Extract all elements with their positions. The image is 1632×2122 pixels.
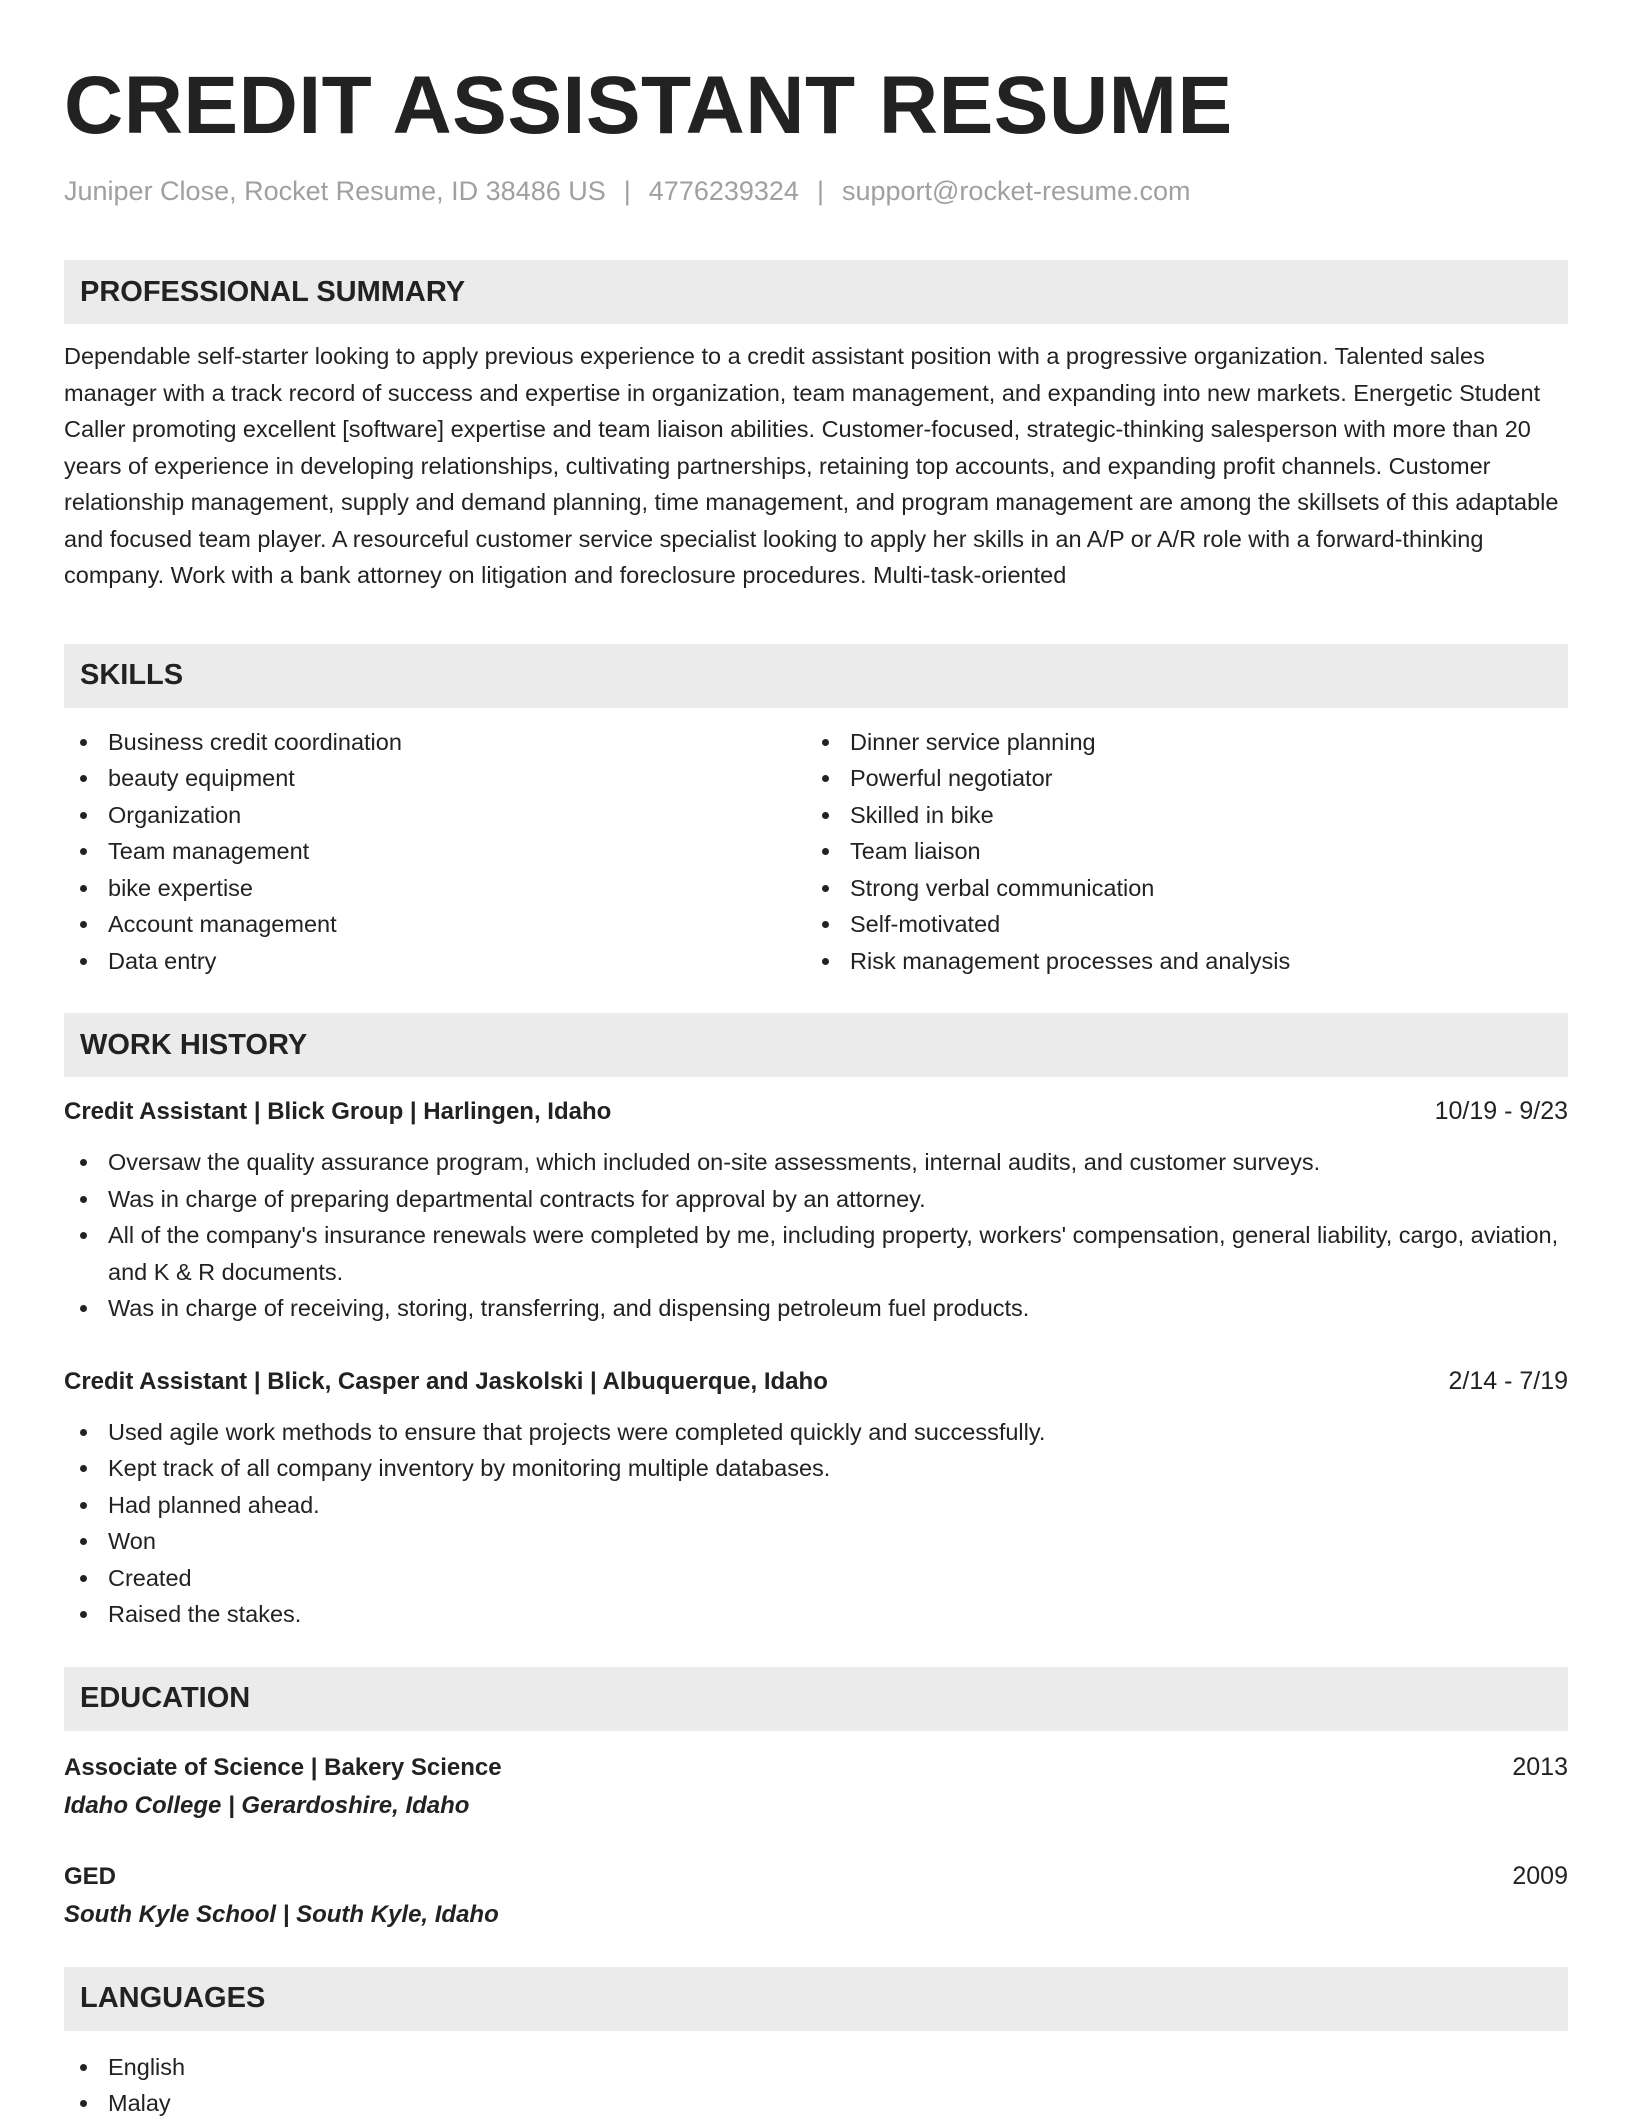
skill-item: Skilled in bike — [806, 797, 1548, 834]
job-bullets — [64, 1144, 1568, 1327]
skill-item: Team liaison — [806, 833, 1548, 870]
section-header-work-history: WORK HISTORY — [64, 1013, 1568, 1077]
skill-item: Business credit coordination — [64, 724, 806, 761]
skill-item: Self-motivated — [806, 906, 1548, 943]
education-school: South Kyle School | South Kyle, Idaho — [64, 1900, 499, 1928]
job-dates: 2/14 - 7/19 — [1448, 1366, 1568, 1395]
job-header — [64, 1363, 1568, 1400]
contact-phone: 4776239324 — [648, 176, 799, 206]
job-bullet: Kept track of all company inventory by monitoring multiple databases. — [64, 1450, 1568, 1487]
skill-item: Risk management processes and analysis — [806, 943, 1548, 980]
job-entry — [64, 1363, 1568, 1633]
skills-column-right — [806, 724, 1548, 980]
skills-column-left — [64, 724, 806, 980]
job-bullet: All of the company's insurance renewals were completed by me, including property, workers' compensation, general liability, cargo, aviation, and K & R documents. — [64, 1217, 1568, 1290]
contact-line — [64, 174, 1568, 208]
skill-item: Account management — [64, 906, 806, 943]
education-header — [64, 1749, 1568, 1786]
skill-item: beauty equipment — [64, 760, 806, 797]
skill-item: bike expertise — [64, 870, 806, 907]
skill-item: Organization — [64, 797, 806, 834]
education-year: 2009 — [1512, 1861, 1568, 1890]
skills-list — [64, 724, 1568, 980]
job-bullet: Won — [64, 1523, 1568, 1560]
skill-item: Powerful negotiator — [806, 760, 1548, 797]
job-title: Credit Assistant | Blick Group | Harlingen, Idaho — [64, 1098, 612, 1125]
job-bullets — [64, 1414, 1568, 1633]
language-item: English — [64, 2049, 1568, 2086]
education-degree: GED — [64, 1862, 117, 1890]
contact-separator: | — [816, 176, 824, 206]
section-header-summary: PROFESSIONAL SUMMARY — [64, 260, 1568, 324]
education-entry — [64, 1858, 1568, 1933]
section-header-skills: SKILLS — [64, 644, 1568, 708]
languages-list — [64, 2049, 1568, 2122]
contact-address: Juniper Close, Rocket Resume, ID 38486 US — [64, 176, 606, 206]
job-bullet: Was in charge of preparing departmental contracts for approval by an attorney. — [64, 1181, 1568, 1218]
job-bullet: Raised the stakes. — [64, 1596, 1568, 1633]
job-bullet: Oversaw the quality assurance program, which included on-site assessments, internal audits, and customer surveys. — [64, 1144, 1568, 1181]
resume-title: CREDIT ASSISTANT RESUME — [64, 60, 1233, 151]
education-header — [64, 1858, 1568, 1895]
job-bullet: Was in charge of receiving, storing, transferring, and dispensing petroleum fuel products. — [64, 1290, 1568, 1327]
job-dates: 10/19 - 9/23 — [1434, 1097, 1568, 1125]
contact-email: support@rocket-resume.com — [841, 176, 1191, 206]
skill-item: Team management — [64, 833, 806, 870]
job-bullet: Had planned ahead. — [64, 1487, 1568, 1524]
job-entry — [64, 1093, 1568, 1327]
education-school: Idaho College | Gerardoshire, Idaho — [64, 1791, 470, 1819]
language-item: Malay — [64, 2085, 1568, 2122]
skill-item: Strong verbal communication — [806, 870, 1548, 907]
job-bullet: Created — [64, 1560, 1568, 1597]
education-entry — [64, 1749, 1568, 1824]
job-title: Credit Assistant | Blick, Casper and Jaskolski | Albuquerque, Idaho — [64, 1367, 828, 1395]
job-bullet: Used agile work methods to ensure that projects were completed quickly and successfully. — [64, 1414, 1568, 1451]
section-header-education: EDUCATION — [64, 1667, 1568, 1731]
education-year: 2013 — [1512, 1752, 1568, 1781]
skill-item: Data entry — [64, 943, 806, 980]
contact-separator: | — [623, 176, 631, 206]
summary-text: Dependable self-starter looking to apply previous experience to a credit assistant position with a progressive organization. Talented sales manager with a track record of success and expertise in organization, team management, and expanding into new markets. Energetic Student Caller promoting excellent [software] expertise and team liaison abilities. Customer-focused, strategic-thinking salesperson with more than 20 years of experience in developing relationships, cultivating partnerships, retaining top accounts, and expanding profit channels. Customer relationship management, supply and demand planning, time management, and program management are among the skillsets of this adaptable and focused team player. A resourceful customer service specialist looking to apply her skills in an A/P or A/R role with a forward-thinking company. Work with a bank attorney on litigation and foreclosure procedures. Multi-task-oriented — [64, 343, 1559, 588]
education-degree: Associate of Science | Bakery Science — [64, 1753, 502, 1781]
skill-item: Dinner service planning — [806, 724, 1548, 761]
section-header-languages: LANGUAGES — [64, 1967, 1568, 2031]
job-header — [64, 1093, 1568, 1130]
